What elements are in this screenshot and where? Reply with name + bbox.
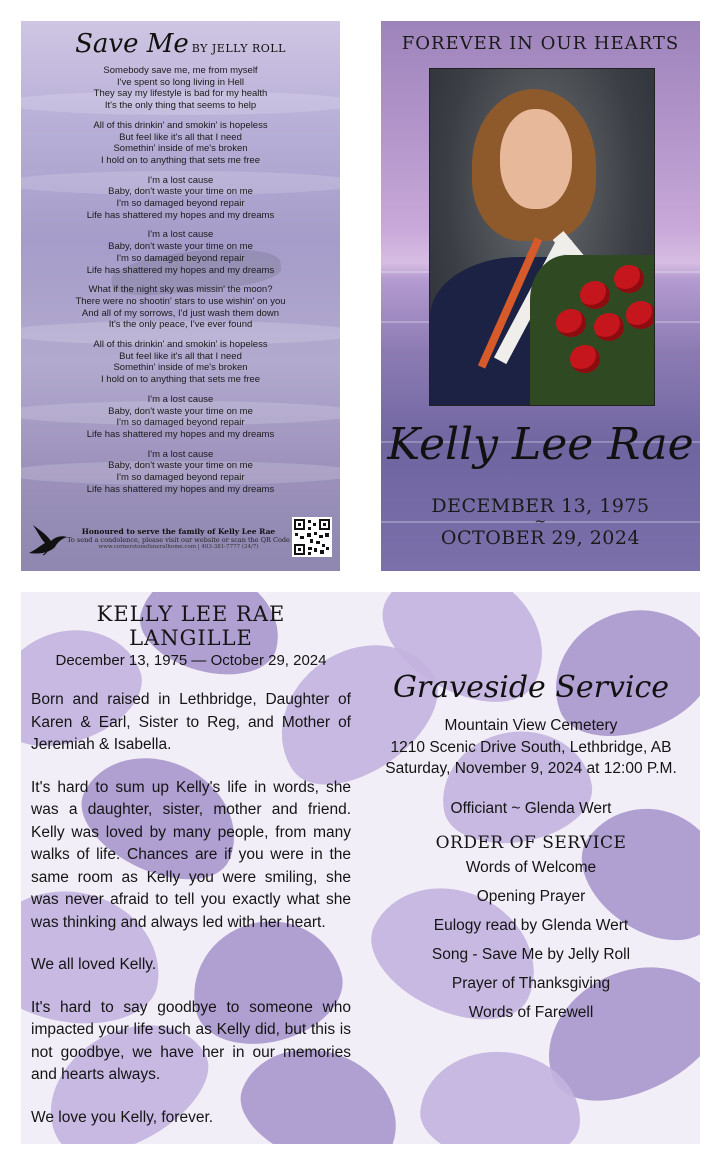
lyric-line: Somebody save me, me from myself [103, 65, 258, 76]
birth-date: DECEMBER 13, 1975 [431, 495, 650, 517]
footer-honour: Honoured to serve the family of Kelly Lee Rae [81, 527, 276, 536]
obituary-paragraph: Born and raised in Lethbridge, Daughter of Karen & Earl, Sister to Reg, and Mother of Jeremiah & Isabella. [31, 691, 351, 753]
lyric-line: Baby, don't waste your time on me [108, 241, 253, 253]
order-item: Words of Welcome [465, 859, 597, 876]
lyric-line: Life has shattered my hopes and my dreams [86, 264, 275, 276]
service-column [376, 670, 686, 1027]
lyric-line: Baby, don't waste your time on me [108, 460, 253, 472]
lyric-line: Baby, don't waste your time on me [108, 186, 253, 198]
lyric-stanza [21, 175, 340, 222]
lyric-line: Baby, don't waste your time on me [108, 405, 253, 417]
lyric-line: I'm so damaged beyond repair [116, 472, 245, 484]
lyric-stanza [21, 65, 340, 112]
lyric-line: There were no shootin' stars to use wishin' on you [75, 295, 286, 307]
lyric-line: Life has shattered my hopes and my dreams [86, 428, 275, 440]
obituary-column [31, 602, 351, 1129]
song-byline: BY JELLY ROLL [191, 42, 286, 55]
lyric-line: All of this drinkin' and smokin' is hopeless [93, 339, 268, 351]
lyric-line: I've spent so long living in Hell [117, 76, 244, 88]
lyric-line: I'm so damaged beyond repair [116, 417, 245, 429]
dove-icon [27, 523, 69, 559]
footer-condolence: To send a condolence, please visit our website or scan the QR Code [67, 536, 290, 544]
order-item: Words of Farewell [468, 1004, 594, 1021]
cover-dates [381, 495, 700, 549]
footer-text [67, 527, 290, 550]
lyric-line: I'm so damaged beyond repair [116, 252, 245, 264]
obituary-paragraph: It's hard to say goodbye to someone who impacted your life such as Kelly did, but this is not goodbye, we have her in our memories and hearts always. [31, 998, 351, 1083]
lyric-line: I hold on to anything that sets me free [101, 154, 260, 166]
service-location: Mountain View Cemetery [444, 717, 618, 734]
lyric-line: Somethin' inside of me's broken [113, 362, 248, 374]
service-datetime: Saturday, November 9, 2024 at 12:00 P.M. [385, 760, 677, 777]
lyric-line: Life has shattered my hopes and my dreams [86, 483, 275, 495]
cover-name: Kelly Lee Rae [387, 419, 694, 470]
lyric-line: Somethin' inside of me's broken [113, 143, 248, 155]
lyric-stanza [21, 120, 340, 167]
lyric-stanza [21, 229, 340, 276]
lyric-line: It's the only thing that seems to help [104, 100, 257, 112]
inside-panel [21, 592, 700, 1144]
portrait-photo [429, 68, 655, 406]
cover-panel [381, 21, 700, 571]
song-title-text: Save Me [75, 29, 189, 59]
service-address: 1210 Scenic Drive South, Lethbridge, AB [390, 738, 672, 756]
obituary-paragraph: It's hard to sum up Kelly's life in words, she was a daughter, sister, mother and friend. Kelly was loved by many people, from many walks of life. Chances are if you were in the same room as Kelly you were smiling, she was never afraid to tell you exactly what she was thinking and always led with her heart. [31, 778, 351, 931]
lyric-line: But feel like it's all that I need [119, 131, 242, 143]
lyric-line: Life has shattered my hopes and my dreams [86, 209, 275, 221]
lyrics-text [21, 65, 340, 504]
lyric-stanza [21, 449, 340, 496]
lyric-line: All of this drinkin' and smokin' is hopeless [93, 119, 268, 131]
lyric-line: They say my lifestyle is bad for my health [93, 88, 268, 100]
lyric-stanza [21, 394, 340, 441]
qr-code-icon[interactable] [292, 517, 332, 557]
lyric-stanza [21, 284, 340, 331]
footer-contact: www.cornerstonefuneralhome.com | 403-381-7777 (24/7) [98, 544, 259, 550]
cover-heading: FOREVER IN OUR HEARTS [401, 33, 680, 54]
order-of-service-heading: ORDER OF SERVICE [435, 833, 627, 853]
obituary-paragraph: We all loved Kelly. [31, 956, 157, 973]
order-item: Opening Prayer [476, 888, 586, 905]
lyric-line: But feel like it's all that I need [119, 350, 242, 362]
lyric-line: I'm a lost cause [147, 174, 214, 186]
lyric-stanza [21, 339, 340, 386]
service-title: Graveside Service [392, 670, 670, 705]
lyrics-footer [21, 517, 340, 565]
song-title [21, 29, 340, 59]
lyric-line: I'm a lost cause [147, 448, 214, 460]
obituary-paragraph: We love you Kelly, forever. [31, 1108, 214, 1126]
obituary-dates: December 13, 1975 — October 29, 2024 [55, 652, 327, 669]
date-separator: ~ [534, 514, 547, 530]
order-of-service-list [376, 853, 686, 1027]
obituary-name: KELLY LEE RAE LANGILLE [96, 602, 286, 650]
lyric-line: What if the night sky was missin' the moon? [88, 284, 273, 296]
lyric-line: I'm a lost cause [147, 229, 214, 241]
lyric-line: It's the only peace, I've ever found [108, 319, 253, 331]
service-officiant: Officiant ~ Glenda Wert [450, 799, 612, 817]
lyric-line: I'm so damaged beyond repair [116, 198, 245, 210]
order-item: Song - Save Me by Jelly Roll [431, 946, 631, 963]
death-date: OCTOBER 29, 2024 [440, 527, 641, 549]
service-details [376, 715, 686, 780]
lyric-line: I hold on to anything that sets me free [101, 374, 260, 386]
order-item: Prayer of Thanksgiving [451, 975, 611, 992]
order-item: Eulogy read by Glenda Wert [433, 917, 629, 934]
lyric-line: And all of my sorrows, I'd just wash them down [81, 307, 280, 319]
lyrics-panel [21, 21, 340, 571]
lyric-line: I'm a lost cause [147, 393, 214, 405]
